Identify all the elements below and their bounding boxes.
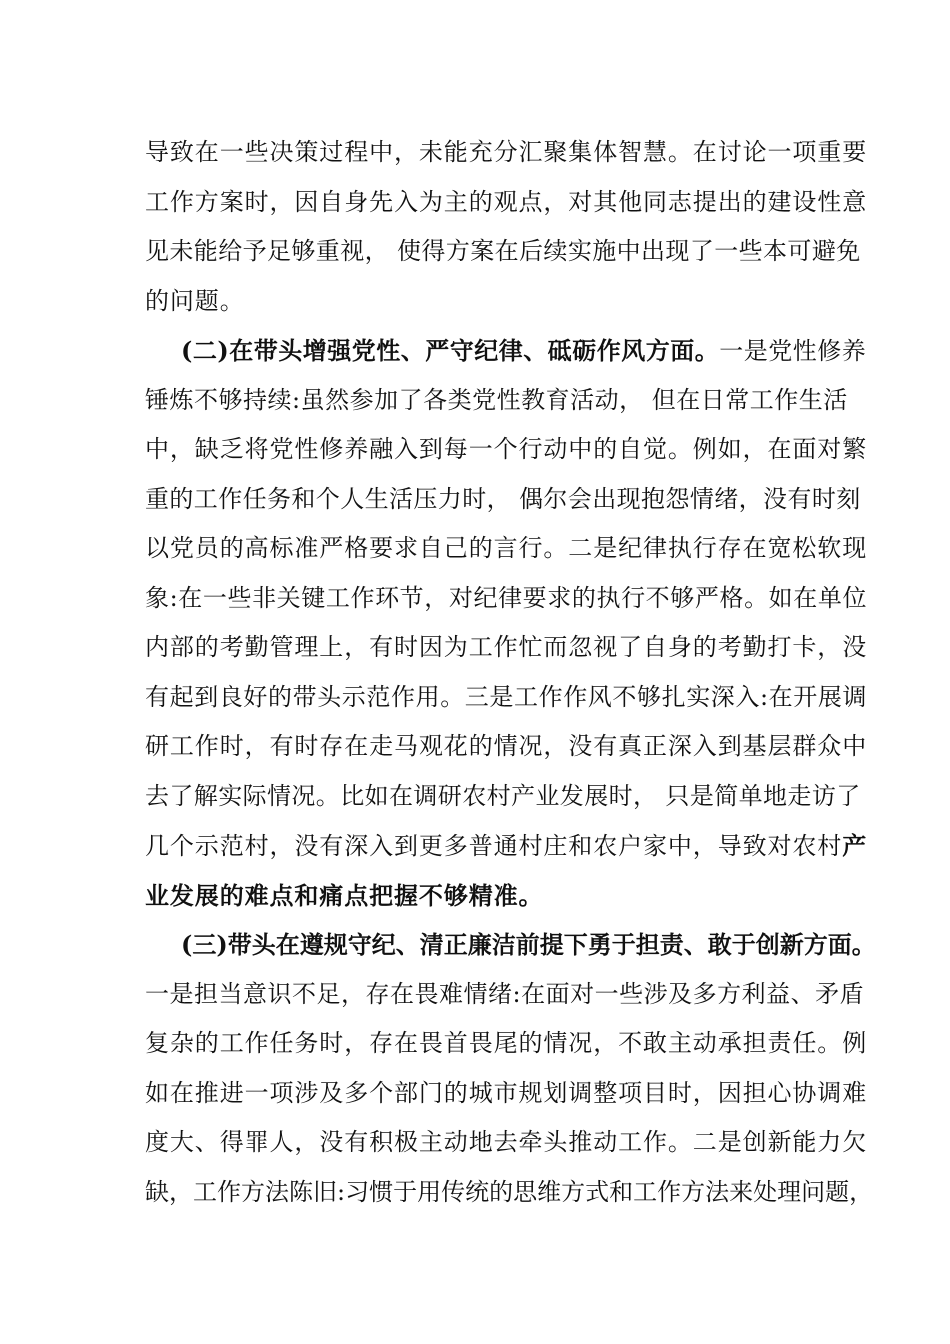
text-line bbox=[145, 821, 868, 871]
text-line: 导致在一些决策过程中，未能充分汇聚集体智慧。在讨论一项重要 bbox=[145, 138, 868, 166]
text-line: 中，缺乏将党性修养融入到每一个行动中的自觉。例如，在面对繁 bbox=[145, 435, 868, 463]
text-line: 研工作时，有时存在走马观花的情况，没有真正深入到基层群众中 bbox=[145, 732, 868, 760]
text-run: 一是党性修养 bbox=[719, 337, 867, 365]
text-run: 几个示范村，没有深入到更多普通村庄和农户家中，导致对农村 bbox=[145, 832, 843, 860]
text-line: 的问题。 bbox=[145, 286, 245, 315]
text-line: 度大、得罪人，没有积极主动地去牵头推动工作。二是创新能力欠 bbox=[145, 1128, 868, 1156]
text-line: 缺，工作方法陈旧:习惯于用传统的思维方式和工作方法来处理问题， bbox=[145, 1177, 874, 1206]
text-line: 见未能给予足够重视， 使得方案在后续实施中出现了一些本可避免 bbox=[145, 237, 861, 265]
text-line: 如在推进一项涉及多个部门的城市规划调整项目时，因担心协调难 bbox=[145, 1078, 868, 1107]
text-line: 复杂的工作任务时，存在畏首畏尾的情况，不敢主动承担责任。例 bbox=[145, 1029, 868, 1057]
text-line: 内部的考勤管理上，有时因为工作忙而忽视了自身的考勤打卡，没 bbox=[145, 633, 868, 661]
bold-text-run: 产 bbox=[842, 831, 868, 860]
document-body bbox=[145, 128, 876, 1217]
section-heading: (三)带头在遵规守纪、清正廉洁前提下勇于担责、敢于创新方面。 bbox=[181, 930, 876, 959]
text-line: 象:在一些非关键工作环节，对纪律要求的执行不够严格。如在单位 bbox=[145, 583, 868, 612]
bold-text-line: 业发展的难点和痛点把握不够精准。 bbox=[145, 880, 544, 910]
text-line: 有起到良好的带头示范作用。三是工作作风不够扎实深入:在开展调 bbox=[145, 682, 868, 711]
text-line: 去了解实际情况。比如在调研农村产业发展时， 只是简单地走访了 bbox=[145, 781, 861, 810]
text-line: 以党员的高标准严格要求自己的言行。二是纪律执行存在宽松软现 bbox=[145, 534, 868, 562]
text-line: 工作方案时，因自身先入为主的观点，对其他同志提出的建设性意 bbox=[145, 187, 868, 216]
section-heading-line bbox=[145, 326, 867, 376]
text-line: 一是担当意识不足，存在畏难情绪:在面对一些涉及多方利益、矛盾 bbox=[145, 979, 865, 1008]
section-heading: (二)在带头增强党性、严守纪律、砥砺作风方面。 bbox=[181, 336, 720, 365]
text-line: 锤炼不够持续:虽然参加了各类党性教育活动， 但在日常工作生活 bbox=[145, 385, 848, 414]
text-line: 重的工作任务和个人生活压力时， 偶尔会出现抱怨情绪，没有时刻 bbox=[145, 484, 861, 513]
